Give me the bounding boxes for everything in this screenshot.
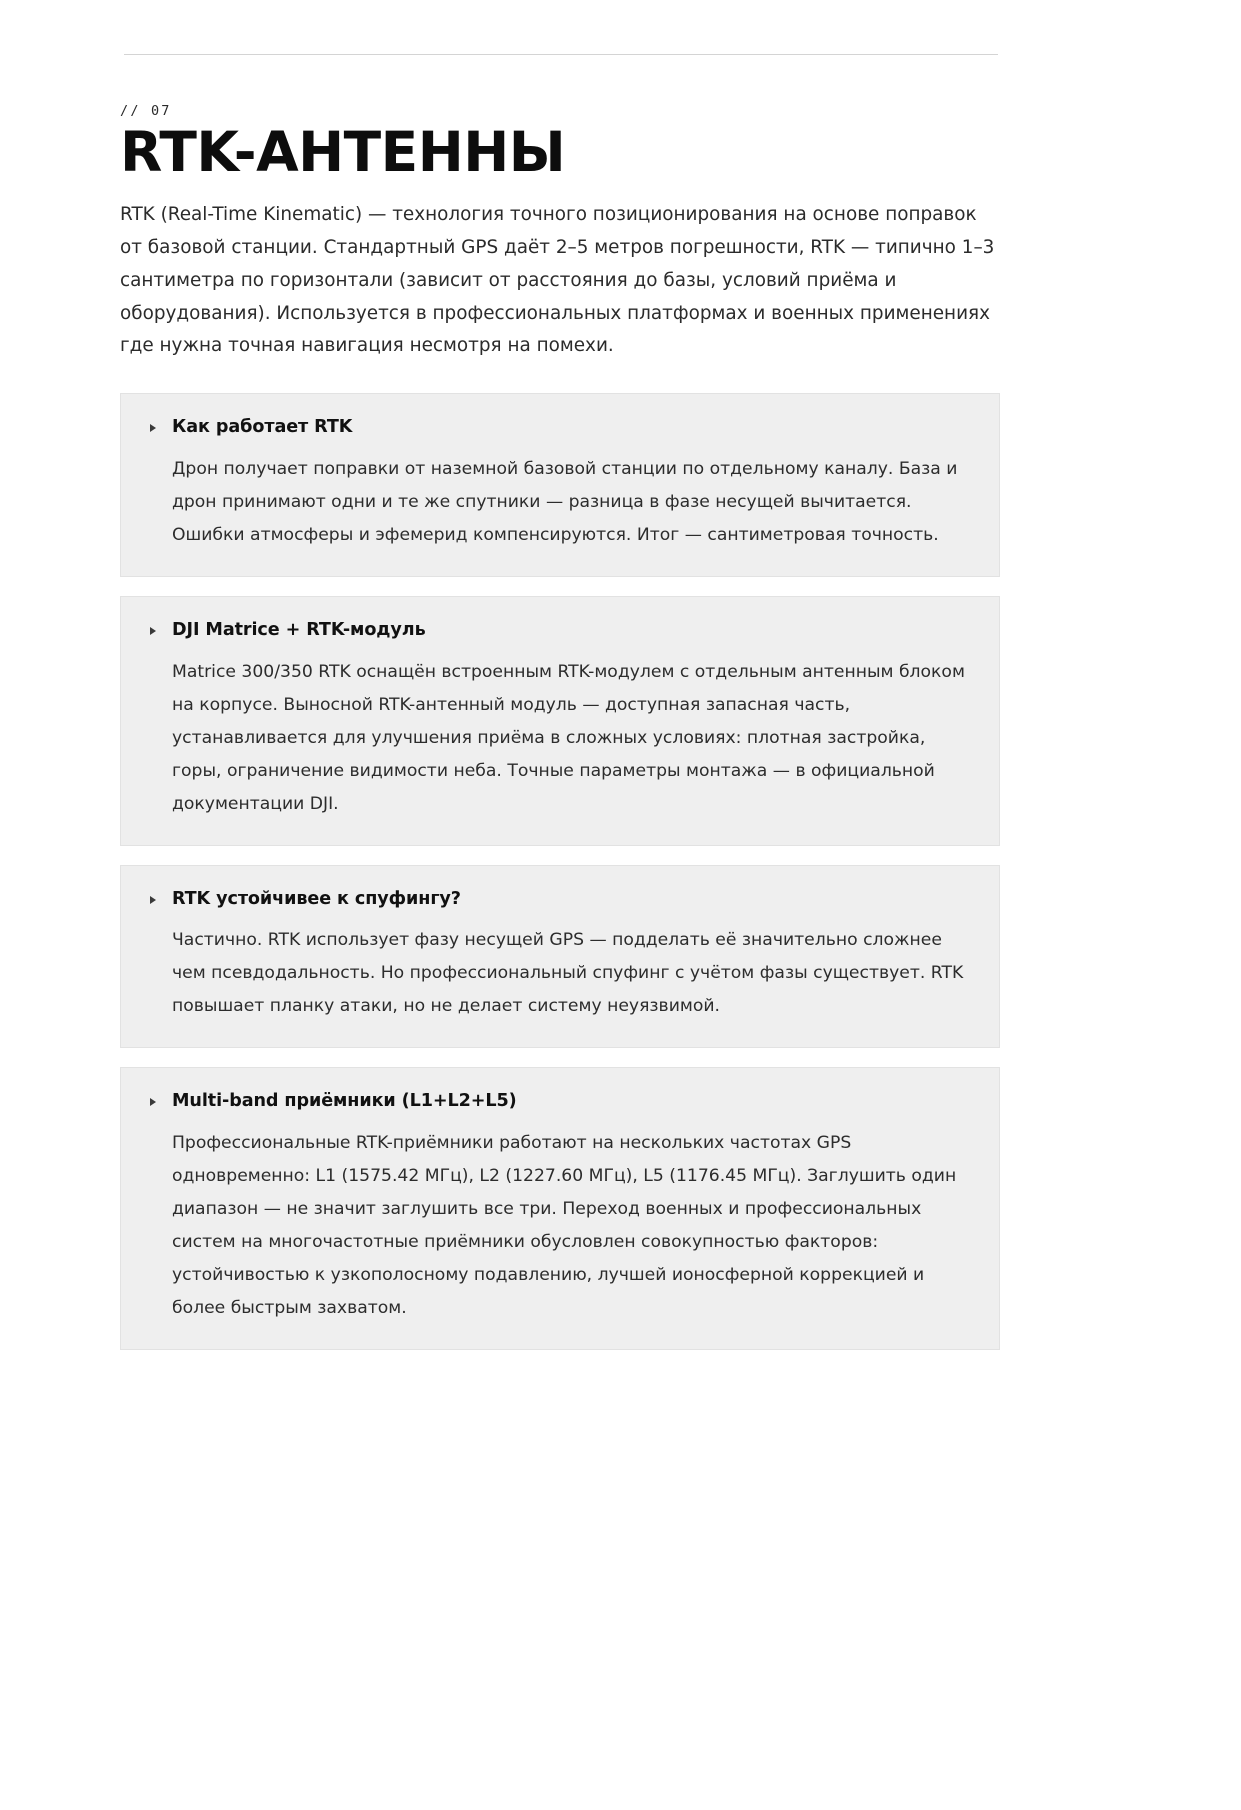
intro-paragraph: RTK (Real-Time Kinematic) — технология точного позиционирования на основе поправок от базовой станции. Стандартный GPS даёт 2–5 метров погрешности, RTK — типично 1–3 сантиметра по горизонтали (зависит от расстояния до базы, условий приёма и оборудования). Используется в профессиональных платформах и военных применениях где нужна точная навигация несмотря на помехи.: [120, 204, 995, 357]
info-card: [120, 865, 1000, 1049]
card-header: [149, 1090, 971, 1114]
info-card: [120, 393, 1000, 577]
triangle-bullet-icon: [149, 424, 159, 434]
document-page: [0, 54, 1241, 1810]
card-title: Как работает RTK: [172, 417, 353, 438]
card-header: [149, 619, 971, 643]
card-title: RTK устойчивее к спуфингу?: [172, 888, 461, 909]
card-list: [120, 393, 1000, 1350]
card-title: DJI Matrice + RTK-модуль: [172, 619, 426, 640]
document-content: [120, 103, 1121, 1350]
card-body: Дрон получает поправки от наземной базовой станции по отдельному каналу. База и дрон принимают одни и те же спутники — разница в фазе несущей вычитается. Ошибки атмосферы и эфемерид компенсируются. Итог — сантиметровая точность.: [172, 458, 958, 545]
triangle-bullet-icon: [149, 896, 159, 906]
card-body: Профессиональные RTK-приёмники работают на нескольких частотах GPS одновременно: L1 (1575.42 МГц), L2 (1227.60 МГц), L5 (1176.45 МГц). Заглушить один диапазон — не значит заглушить все три. Переход военных и профессиональных систем на многочастотные приёмники обусловлен совокупностью факторов: устойчивостью к узкополосному подавлению, лучшей ионосферной коррекцией и более быстрым захватом.: [172, 1133, 957, 1319]
section-number-kicker: // 07: [120, 103, 172, 119]
triangle-bullet-icon: [149, 1098, 159, 1108]
info-card: [120, 596, 1000, 846]
card-body: Частично. RTK использует фазу несущей GPS — подделать её значительно сложнее чем псевдодальность. Но профессиональный спуфинг с учётом фазы существует. RTK повышает планку атаки, но не делает систему неуязвимой.: [172, 930, 964, 1017]
card-title: Multi-band приёмники (L1+L2+L5): [172, 1091, 517, 1112]
card-header: [149, 416, 971, 440]
triangle-bullet-icon: [149, 627, 159, 637]
header-divider: [124, 54, 998, 55]
page-title: RTK-АНТЕННЫ: [120, 120, 566, 184]
info-card: [120, 1067, 1000, 1350]
card-header: [149, 888, 971, 912]
card-body: Matrice 300/350 RTK оснащён встроенным RTK-модулем с отдельным антенным блоком на корпусе. Выносной RTK-антенный модуль — доступная запасная часть, устанавливается для улучшения приёма в сложных условиях: плотная застройка, горы, ограничение видимости неба. Точные параметры монтажа — в официальной документации DJI.: [172, 661, 965, 814]
